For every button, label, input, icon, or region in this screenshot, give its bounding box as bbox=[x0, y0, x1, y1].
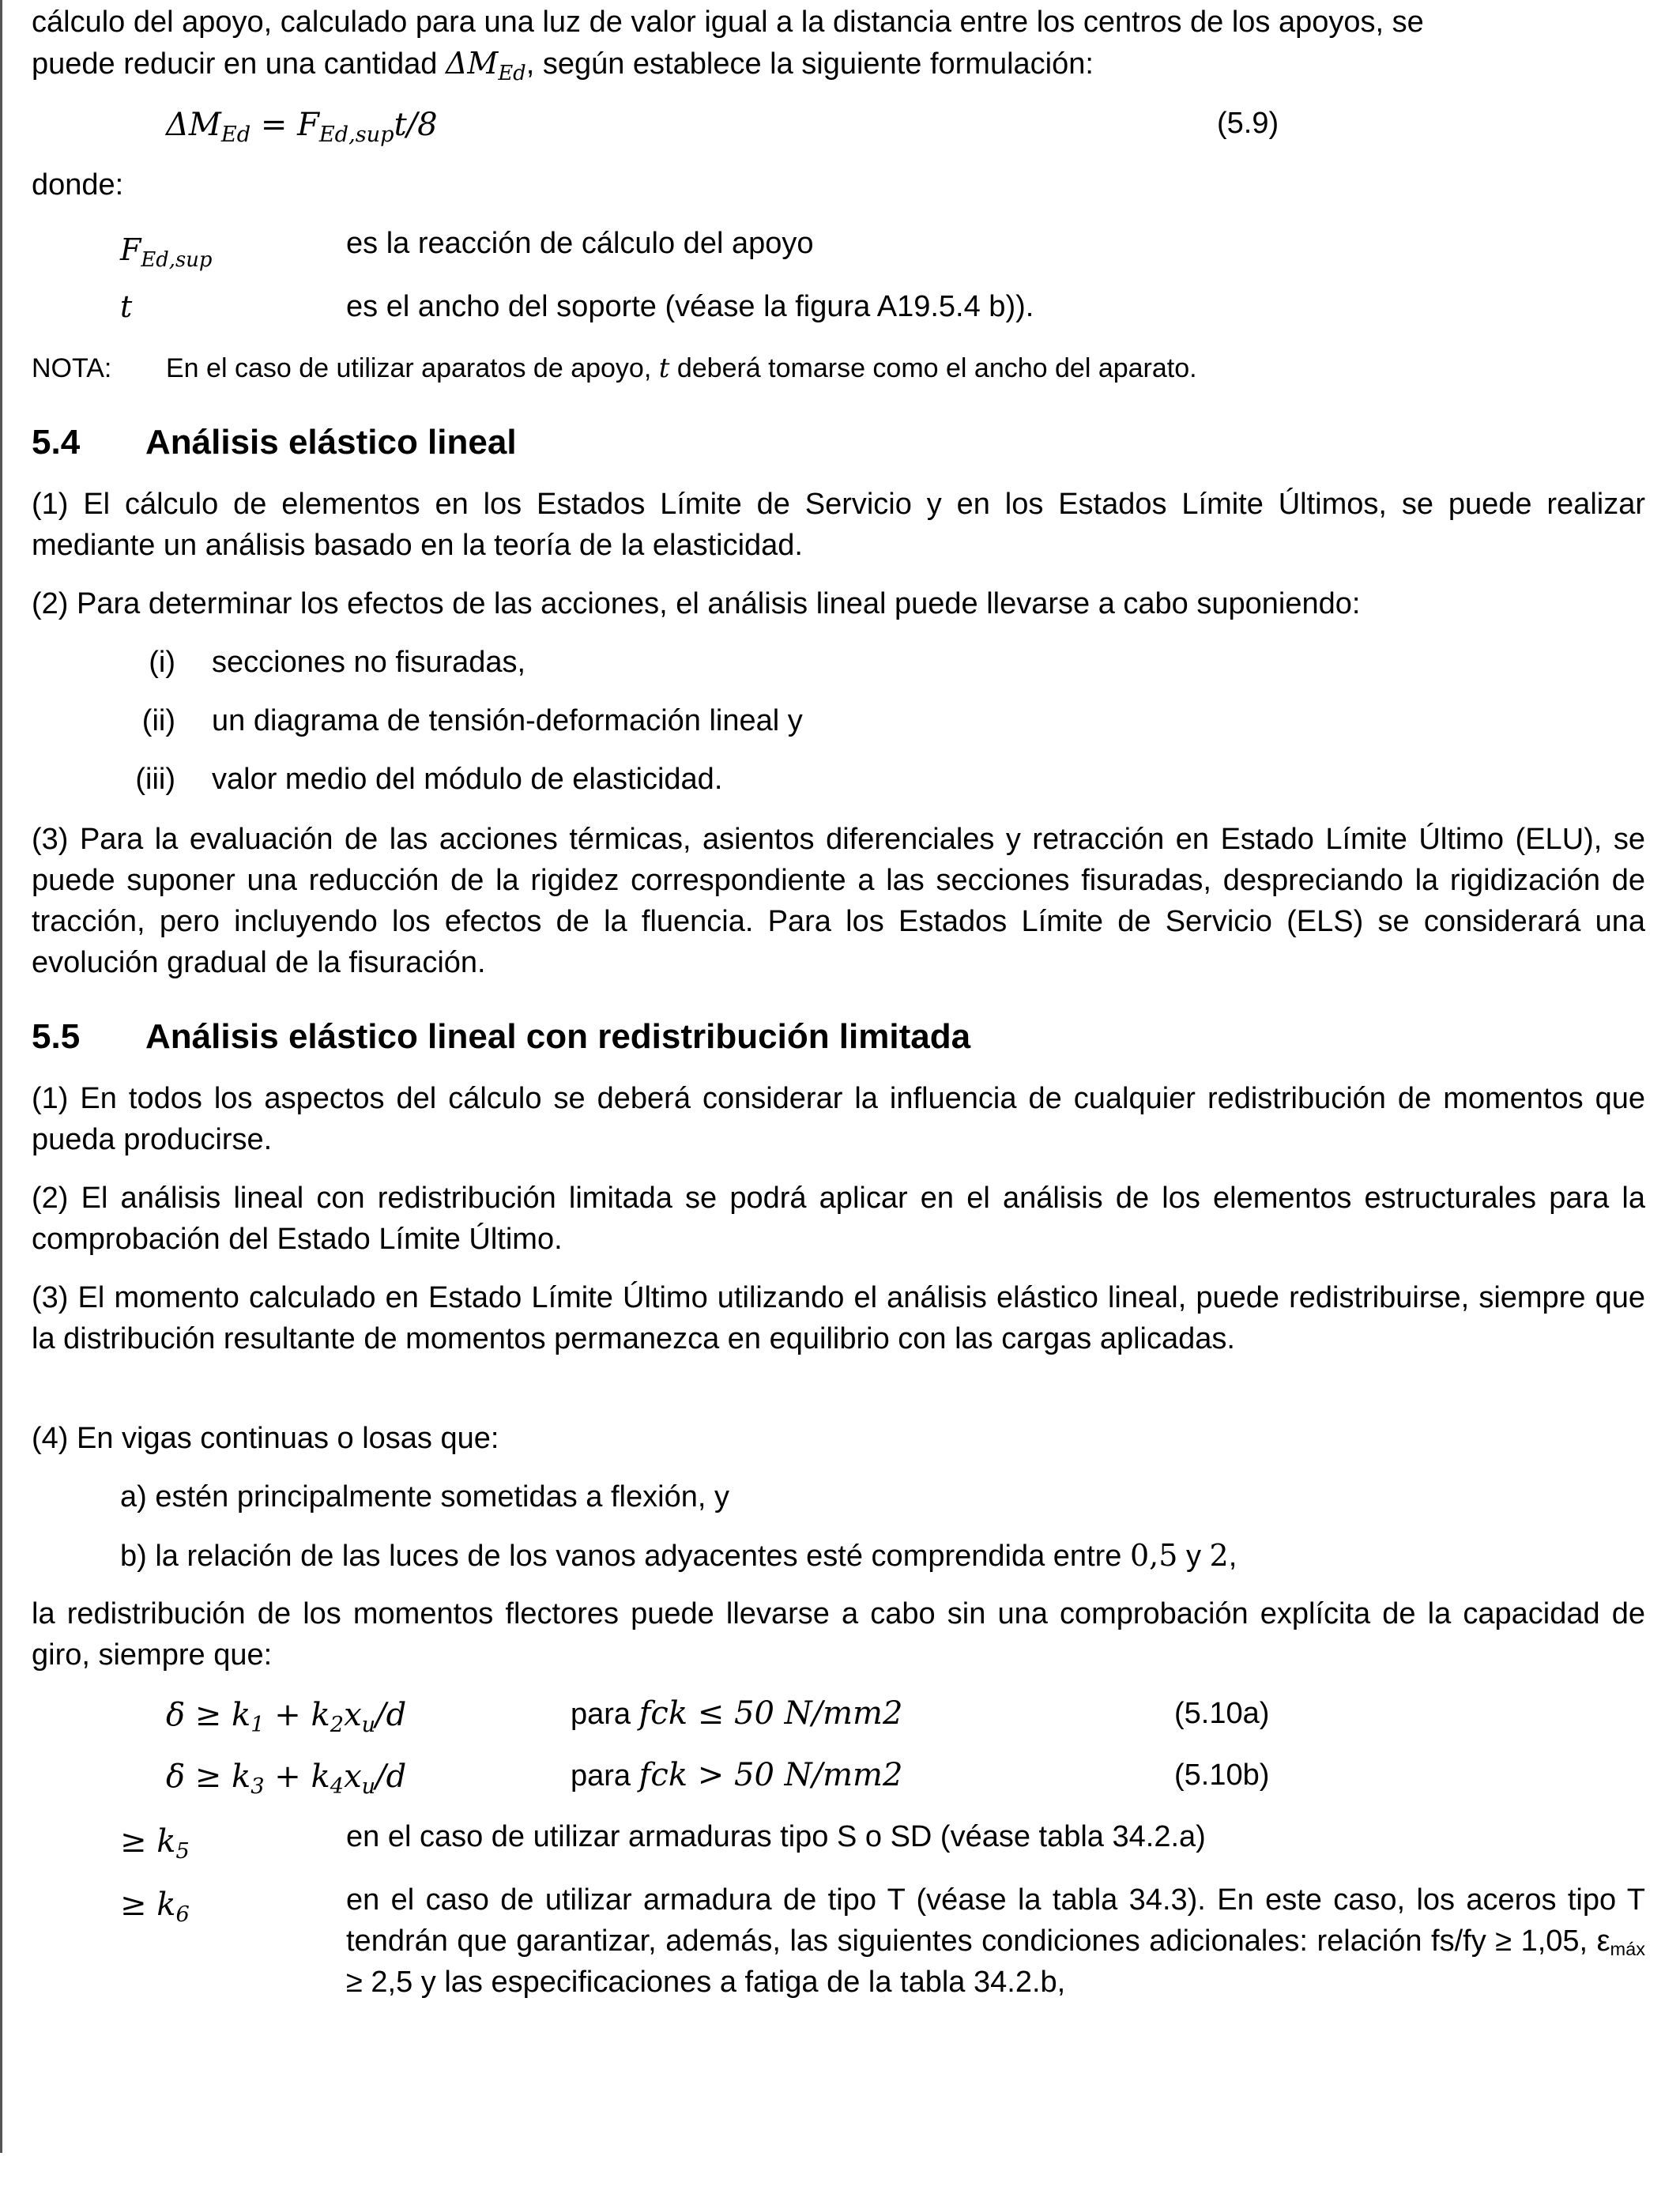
nota-label: NOTA: bbox=[32, 353, 112, 383]
equation-5-10a-condition: para fck ≤ 50 N/mm2 bbox=[571, 1695, 903, 1732]
k5-text: en el caso de utilizar armaduras tipo S o SD (véase tabla 34.2.a) bbox=[346, 1820, 1206, 1853]
def-text-t: es el ancho del soporte (véase la figura A19.5.4 b)). bbox=[346, 290, 1034, 323]
list-marker-iii: (iii) bbox=[135, 763, 175, 796]
equation-5-10b-condition: para fck > 50 N/mm2 bbox=[571, 1757, 903, 1793]
section-5-5-number: 5.5 bbox=[32, 1017, 81, 1056]
section-5-4-title: Análisis elástico lineal bbox=[145, 423, 517, 462]
section-5-5-p2: (2) El análisis lineal con redistribución limitada se podrá aplicar en el análisis de los elementos estructurales para la comprobación del Estado Límite Último. bbox=[32, 1182, 1645, 1256]
list-item-b: b) la relación de las luces de los vanos adyacentes esté comprendida entre 0,5 y 2, bbox=[120, 1538, 1237, 1573]
page-left-border bbox=[0, 0, 2, 2153]
k6-symbol: ≥ $k_6$ bbox=[120, 1887, 190, 1928]
intro-line-1: cálculo del apoyo, calculado para una luz de valor igual a la distancia entre los centros de los apoyos, se bbox=[32, 6, 1424, 39]
equation-5-9: $\Delta M_{Ed} = F_{Ed,sup}t/8$ bbox=[166, 107, 438, 148]
section-5-4-p1: (1) El cálculo de elementos en los Estados Límite de Servicio y en los Estados Límite Últimos, se puede realizar mediante un análisis basado en la teoría de la elasticidad. bbox=[32, 488, 1645, 562]
list-marker-ii: (ii) bbox=[141, 704, 175, 737]
list-item-i: secciones no fisuradas, bbox=[212, 646, 526, 679]
def-text-fedsup: es la reacción de cálculo del apoyo bbox=[346, 227, 814, 260]
section-5-5-title: Análisis elástico lineal con redistribución limitada bbox=[145, 1017, 971, 1056]
section-5-4-p2: (2) Para determinar los efectos de las acciones, el análisis lineal puede llevarse a cabo suponiendo: bbox=[32, 587, 1361, 620]
equation-5-9-number: (5.9) bbox=[1217, 107, 1279, 140]
list-item-a: a) estén principalmente sometidas a flexión, y bbox=[120, 1480, 729, 1514]
def-symbol-t: t bbox=[120, 289, 133, 324]
section-5-5-p4: (4) En vigas continuas o losas que: bbox=[32, 1422, 499, 1455]
equation-5-10b: $\delta \ge k_3 + k_4x_u/d$ bbox=[166, 1759, 407, 1800]
k6-text: en el caso de utilizar armadura de tipo T (véase la tabla 34.3). En este caso, los aceros tipo T tendrán que garantizar, además, las siguientes condiciones adicionales: relación fs/fy ≥ 1,05, εmáx ≥ 2,5 y las especificaciones a fatiga de la tabla 34.2.b, bbox=[346, 1883, 1645, 1999]
section-5-4-p3: (3) Para la evaluación de las acciones térmicas, asientos diferenciales y retracción en Estado Límite Último (ELU), se puede suponer una reducción de la rigidez correspondiente a las secciones fisuradas, despreciando la rigidización de tracción, pero incluyendo los efectos de la fluencia. Para los Estados Límite de Servicio (ELS) se considerará una evolución gradual de la fisuración. bbox=[32, 823, 1645, 979]
section-5-5-p1: (1) En todos los aspectos del cálculo se deberá considerar la influencia de cualquier redistribución de momentos que pueda producirse. bbox=[32, 1082, 1645, 1156]
list-item-ii: un diagrama de tensión-deformación lineal y bbox=[212, 704, 803, 737]
equation-5-10b-number: (5.10b) bbox=[1174, 1759, 1270, 1792]
intro-line-2-end: , según establece la siguiente formulación: bbox=[525, 47, 1094, 81]
intro-line-2-start: puede reducir en una cantidad bbox=[32, 47, 446, 81]
def-symbol-fedsup: $F_{Ed,sup}$ bbox=[120, 232, 213, 272]
section-5-4-number: 5.4 bbox=[32, 423, 81, 462]
section-5-5-p3: (3) El momento calculado en Estado Límite Último utilizando el análisis elástico lineal, puede redistribuirse, siempre que la distribución resultante de momentos permanezca en equilibrio con las cargas aplicadas. bbox=[32, 1281, 1645, 1355]
list-marker-i: (i) bbox=[149, 646, 175, 679]
equation-5-10a-number: (5.10a) bbox=[1174, 1697, 1270, 1730]
donde-label: donde: bbox=[32, 168, 124, 202]
k5-symbol: ≥ $k_5$ bbox=[120, 1823, 190, 1864]
section-5-5-p5: la redistribución de los momentos flectores puede llevarse a cabo sin una comprobación explícita de la capacidad de giro, siempre que: bbox=[32, 1597, 1645, 1672]
nota-text: En el caso de utilizar aparatos de apoyo, t deberá tomarse como el ancho del aparato. bbox=[166, 352, 1197, 384]
delta-m-symbol: $\Delta M_{Ed}$ bbox=[445, 46, 526, 85]
intro-paragraph bbox=[32, 2, 1645, 85]
list-item-iii: valor medio del módulo de elasticidad. bbox=[212, 763, 723, 796]
equation-5-10a: $\delta \ge k_1 + k_2x_u/d$ bbox=[166, 1697, 407, 1738]
